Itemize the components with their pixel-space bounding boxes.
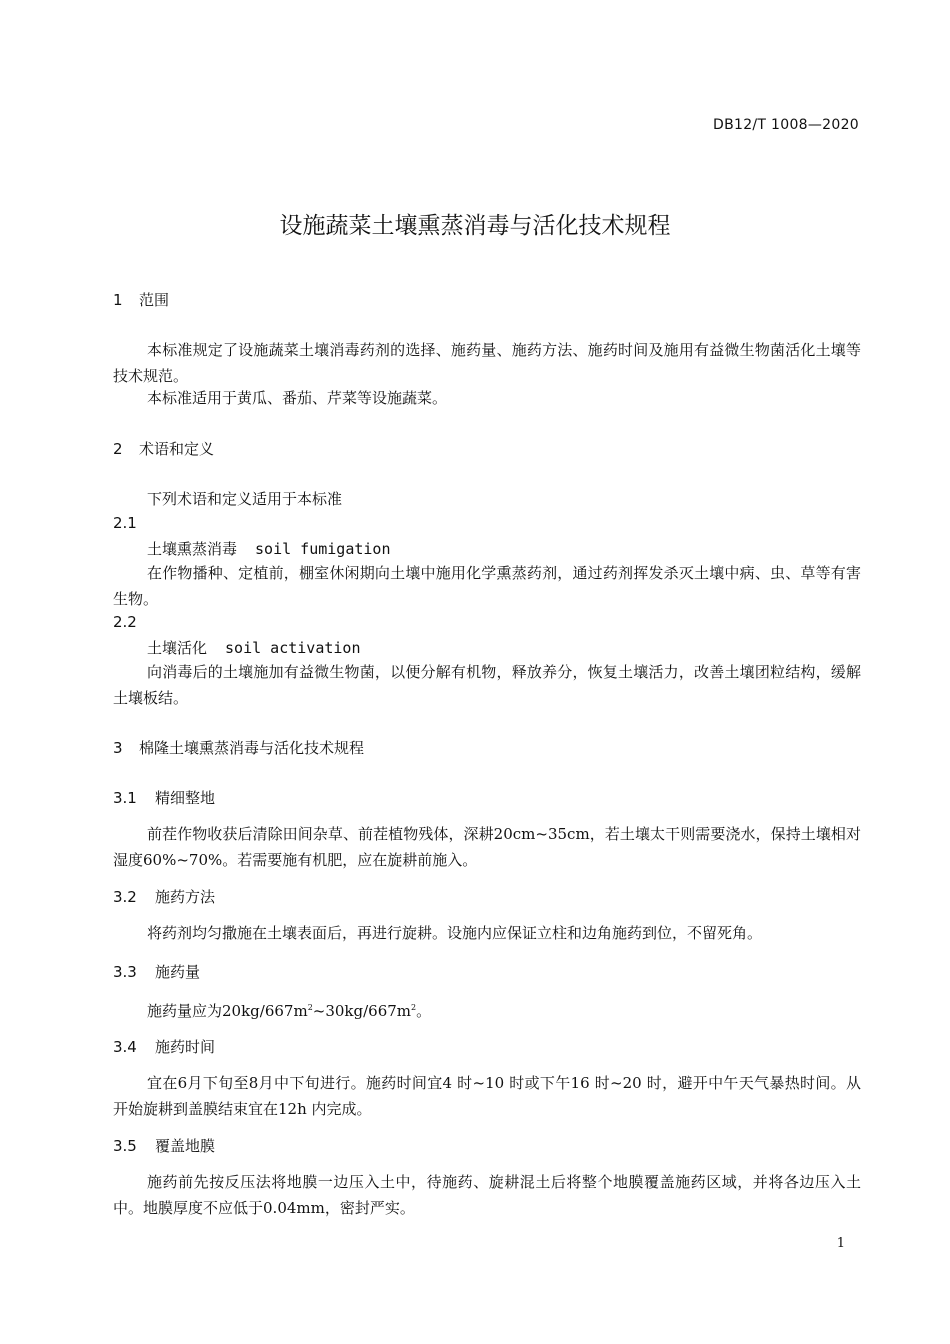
- section-title: 范围: [139, 291, 170, 309]
- term-definition: 向消毒后的土壤施加有益微生物菌，以便分解有机物，释放养分，恢复土壤活力，改善土壤团粒结构，缓解土壤板结。: [113, 663, 861, 707]
- page-number: 1: [836, 1236, 845, 1251]
- subsection-heading: [113, 886, 215, 907]
- subsection-heading: [113, 1036, 215, 1057]
- term-english: soil activation: [225, 639, 361, 657]
- section-1-heading: [113, 289, 169, 310]
- subsection-number: 3.5: [113, 1137, 137, 1155]
- subsection-title: 覆盖地膜: [155, 1137, 216, 1155]
- standard-number: DB12/T 1008—2020: [713, 117, 859, 133]
- subsection-heading: [113, 787, 215, 808]
- subsection-number: 3.4: [113, 1038, 137, 1056]
- section-number: 3: [113, 739, 123, 757]
- dosage-text-b: ~30kg/667m: [312, 1002, 412, 1020]
- subsection-title: 施药方法: [155, 888, 216, 906]
- section-2-heading: [113, 438, 214, 459]
- section-1-paragraph-1: 本标准规定了设施蔬菜土壤消毒药剂的选择、施药量、施药方法、施药时间及施用有益微生物菌活化土壤等技术规范。: [113, 341, 861, 385]
- term-english: soil fumigation: [255, 540, 391, 558]
- section-number: 2: [113, 440, 123, 458]
- dosage-text-a: 施药量应为20kg/667m: [147, 1002, 308, 1020]
- section-number: 1: [113, 291, 123, 309]
- term-chinese: 土壤活化: [147, 639, 208, 657]
- term-number: 2.1: [113, 514, 137, 532]
- subsection-number: 3.1: [113, 789, 137, 807]
- subsection-title: 施药量: [155, 963, 201, 981]
- subsection-number: 3.3: [113, 963, 137, 981]
- subsection-number: 3.2: [113, 888, 137, 906]
- term-heading: [147, 538, 390, 559]
- subsection-text: [113, 995, 861, 1024]
- term-heading: [147, 637, 360, 658]
- dosage-text-c: 。: [416, 1002, 432, 1020]
- section-title: 棉隆土壤熏蒸消毒与活化技术规程: [139, 739, 365, 757]
- superscript: 2: [307, 1003, 313, 1012]
- section-title: 术语和定义: [139, 440, 215, 458]
- section-3-heading: [113, 737, 364, 758]
- subsection-heading: [113, 1135, 215, 1156]
- section-1-paragraph-2: 本标准适用于黄瓜、番茄、芹菜等设施蔬菜。: [147, 389, 448, 407]
- superscript: 2: [411, 1003, 417, 1012]
- term-number: 2.2: [113, 613, 137, 631]
- subsection-heading: [113, 961, 200, 982]
- term-definition: 在作物播种、定植前，棚室休闲期向土壤中施用化学熏蒸药剂，通过药剂挥发杀灭土壤中病、虫、草等有害生物。: [113, 564, 861, 608]
- subsection-title: 精细整地: [155, 789, 216, 807]
- document-title: 设施蔬菜土壤熏蒸消毒与活化技术规程: [279, 213, 671, 239]
- subsection-text: 施药前先按反压法将地膜一边压入土中，待施药、旋耕混土后将整个地膜覆盖施药区域，并将各边压入土中。地膜厚度不应低于0.04mm，密封严实。: [113, 1173, 861, 1217]
- subsection-text: 将药剂均匀撒施在土壤表面后，再进行旋耕。设施内应保证立柱和边角施药到位，不留死角。: [147, 924, 763, 942]
- section-2-intro: 下列术语和定义适用于本标准: [147, 490, 343, 508]
- subsection-text: 前茬作物收获后清除田间杂草、前茬植物残体，深耕20cm~35cm，若土壤太干则需要浇水，保持土壤相对湿度60%~70%。若需要施有机肥，应在旋耕前施入。: [113, 825, 861, 869]
- term-chinese: 土壤熏蒸消毒: [147, 540, 238, 558]
- subsection-text: 宜在6月下旬至8月中下旬进行。施药时间宜4 时~10 时或下午16 时~20 时，避开中午天气暴热时间。从开始旋耕到盖膜结束宜在12h 内完成。: [113, 1074, 861, 1118]
- subsection-title: 施药时间: [155, 1038, 216, 1056]
